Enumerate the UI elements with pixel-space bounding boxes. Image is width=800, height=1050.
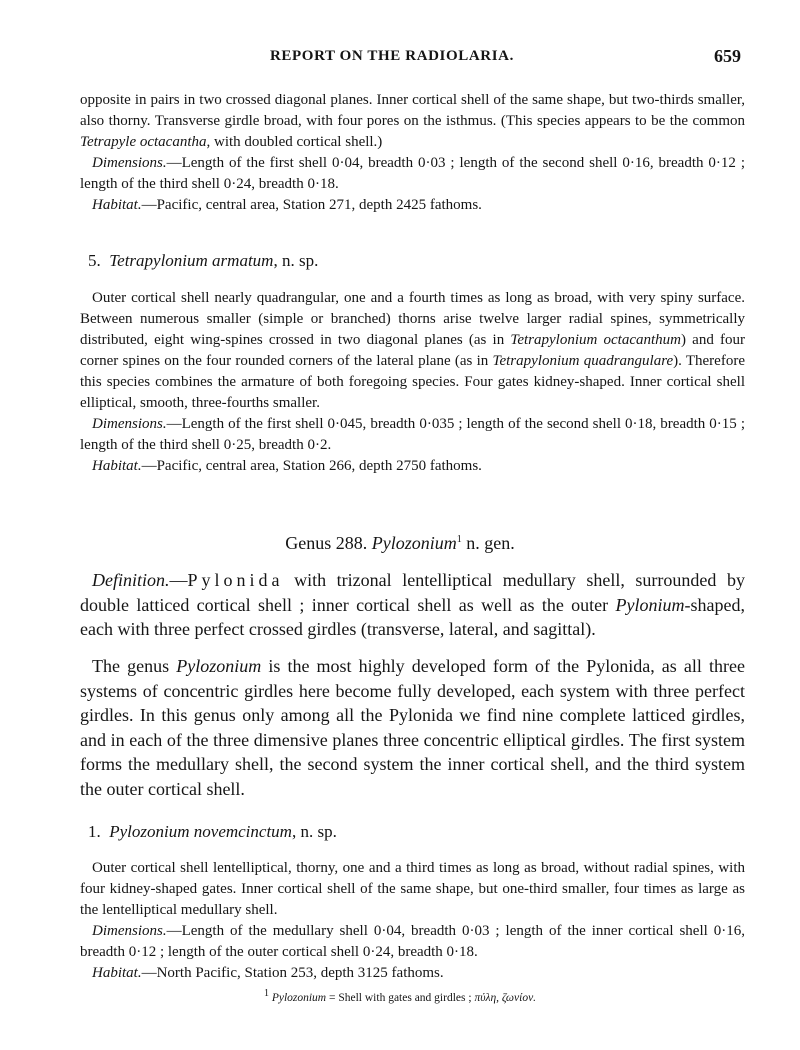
- species-5-dimensions: Dimensions.—Length of the first shell 0·045, breadth 0·035 ; length of the second shell 0·18, breadth 0·15 ; length of the third shell 0·25, breadth 0·2.: [80, 416, 745, 453]
- genus-name: Pylozonium: [371, 533, 457, 553]
- species-4-continuation: [80, 90, 745, 216]
- greek-etymology: πύλη, ζωνίον.: [474, 991, 537, 1004]
- species-1-name: Pylozonium novemcinctum: [109, 822, 292, 841]
- species-1-description: Outer cortical shell lentelliptical, thorny, one and a third times as long as broad, without radial spines, with four kidney-shaped gates. Inner cortical shell of the same shape, but one-third smaller, four times as large as the lentelliptical medullary shell.: [80, 860, 745, 918]
- genus-heading: Genus 288. Pylozonium$^1$ n. gen.: [285, 533, 515, 553]
- running-head-title: REPORT ON THE RADIOLARIA.: [270, 48, 514, 64]
- genus-definition: Definition.—Pylonida with trizonal lentelliptical medullary shell, surrounded by double latticed cortical shell ; inner cortical shell as well as the outer Pylonium-shaped, each with three perfect crossed girdles (transverse, lateral, and sagittal).: [80, 570, 745, 639]
- species-1-body: [80, 858, 745, 984]
- species-5-habitat: Habitat.—Pacific, central area, Station 266, depth 2750 fathoms.: [92, 458, 482, 474]
- species-reference: Tetrapyle octacantha: [80, 134, 207, 150]
- species-4-habitat: Habitat.—Pacific, central area, Station 271, depth 2425 fathoms.: [92, 197, 482, 213]
- footnote-marker: 1: [456, 534, 462, 545]
- species-1-heading: 1. Pylozonium novemcinctum, n. sp.: [88, 822, 337, 841]
- species-5-heading: 5. Tetrapylonium armatum, n. sp.: [88, 251, 319, 270]
- species-5-name: Tetrapylonium armatum: [109, 251, 274, 270]
- species-5-description: Outer cortical shell nearly quadrangular, one and a fourth times as long as broad, with very spiny surface. Between numerous smaller (simple or branched) thorns arise twelve larger radial spines, symmetrically distributed, eight wing-spines crossed in two diagonal planes (as in Tetrapylonium octacanthum) and four corner spines on the four rounded corners of the lateral plane (as in Tetrapylonium quadrangulare). Therefore this species combines the armature of both foregoing species. Four gates kidney-shaped. Inner cortical shell elliptical, smooth, three-fourths smaller.: [80, 290, 745, 411]
- genus-discussion: The genus Pylozonium is the most highly developed form of the Pylonida, as all three systems of concentric girdles here become fully developed, each system with three perfect girdles. In this genus only among all the Pylonida we find nine complete latticed girdles, and in each of the three dimensive planes three concentric elliptical girdles. The first system forms the medullary shell, the second system the inner cortical shell, and the third system the outer cortical shell.: [80, 656, 745, 799]
- page-number: 659: [714, 46, 741, 66]
- species-1-dimensions: Dimensions.—Length of the medullary shell 0·04, breadth 0·03 ; length of the inner cortical shell 0·16, breadth 0·12 ; length of the outer cortical shell 0·24, breadth 0·18.: [80, 923, 745, 960]
- species-4-dimensions: Dimensions.—Length of the first shell 0·04, breadth 0·03 ; length of the second shell 0·16, breadth 0·12 ; length of the third shell 0·24, breadth 0·18.: [80, 155, 745, 192]
- species-5-body: [80, 288, 745, 477]
- species-4-description: opposite in pairs in two crossed diagonal planes. Inner cortical shell of the same shape, but two-thirds smaller, also thorny. Transverse girdle broad, with four pores on the isthmus. (This species appears to be the common Tetrapyle octacantha, with doubled cortical shell.): [80, 92, 745, 150]
- running-head: [0, 46, 800, 70]
- family-name: Pylonida: [187, 570, 284, 590]
- species-1-habitat: Habitat.—North Pacific, Station 253, depth 3125 fathoms.: [92, 965, 444, 981]
- footnote: $^1$ Pylozonium = Shell with gates and girdles ; πύλη, ζωνίον.: [263, 988, 537, 1004]
